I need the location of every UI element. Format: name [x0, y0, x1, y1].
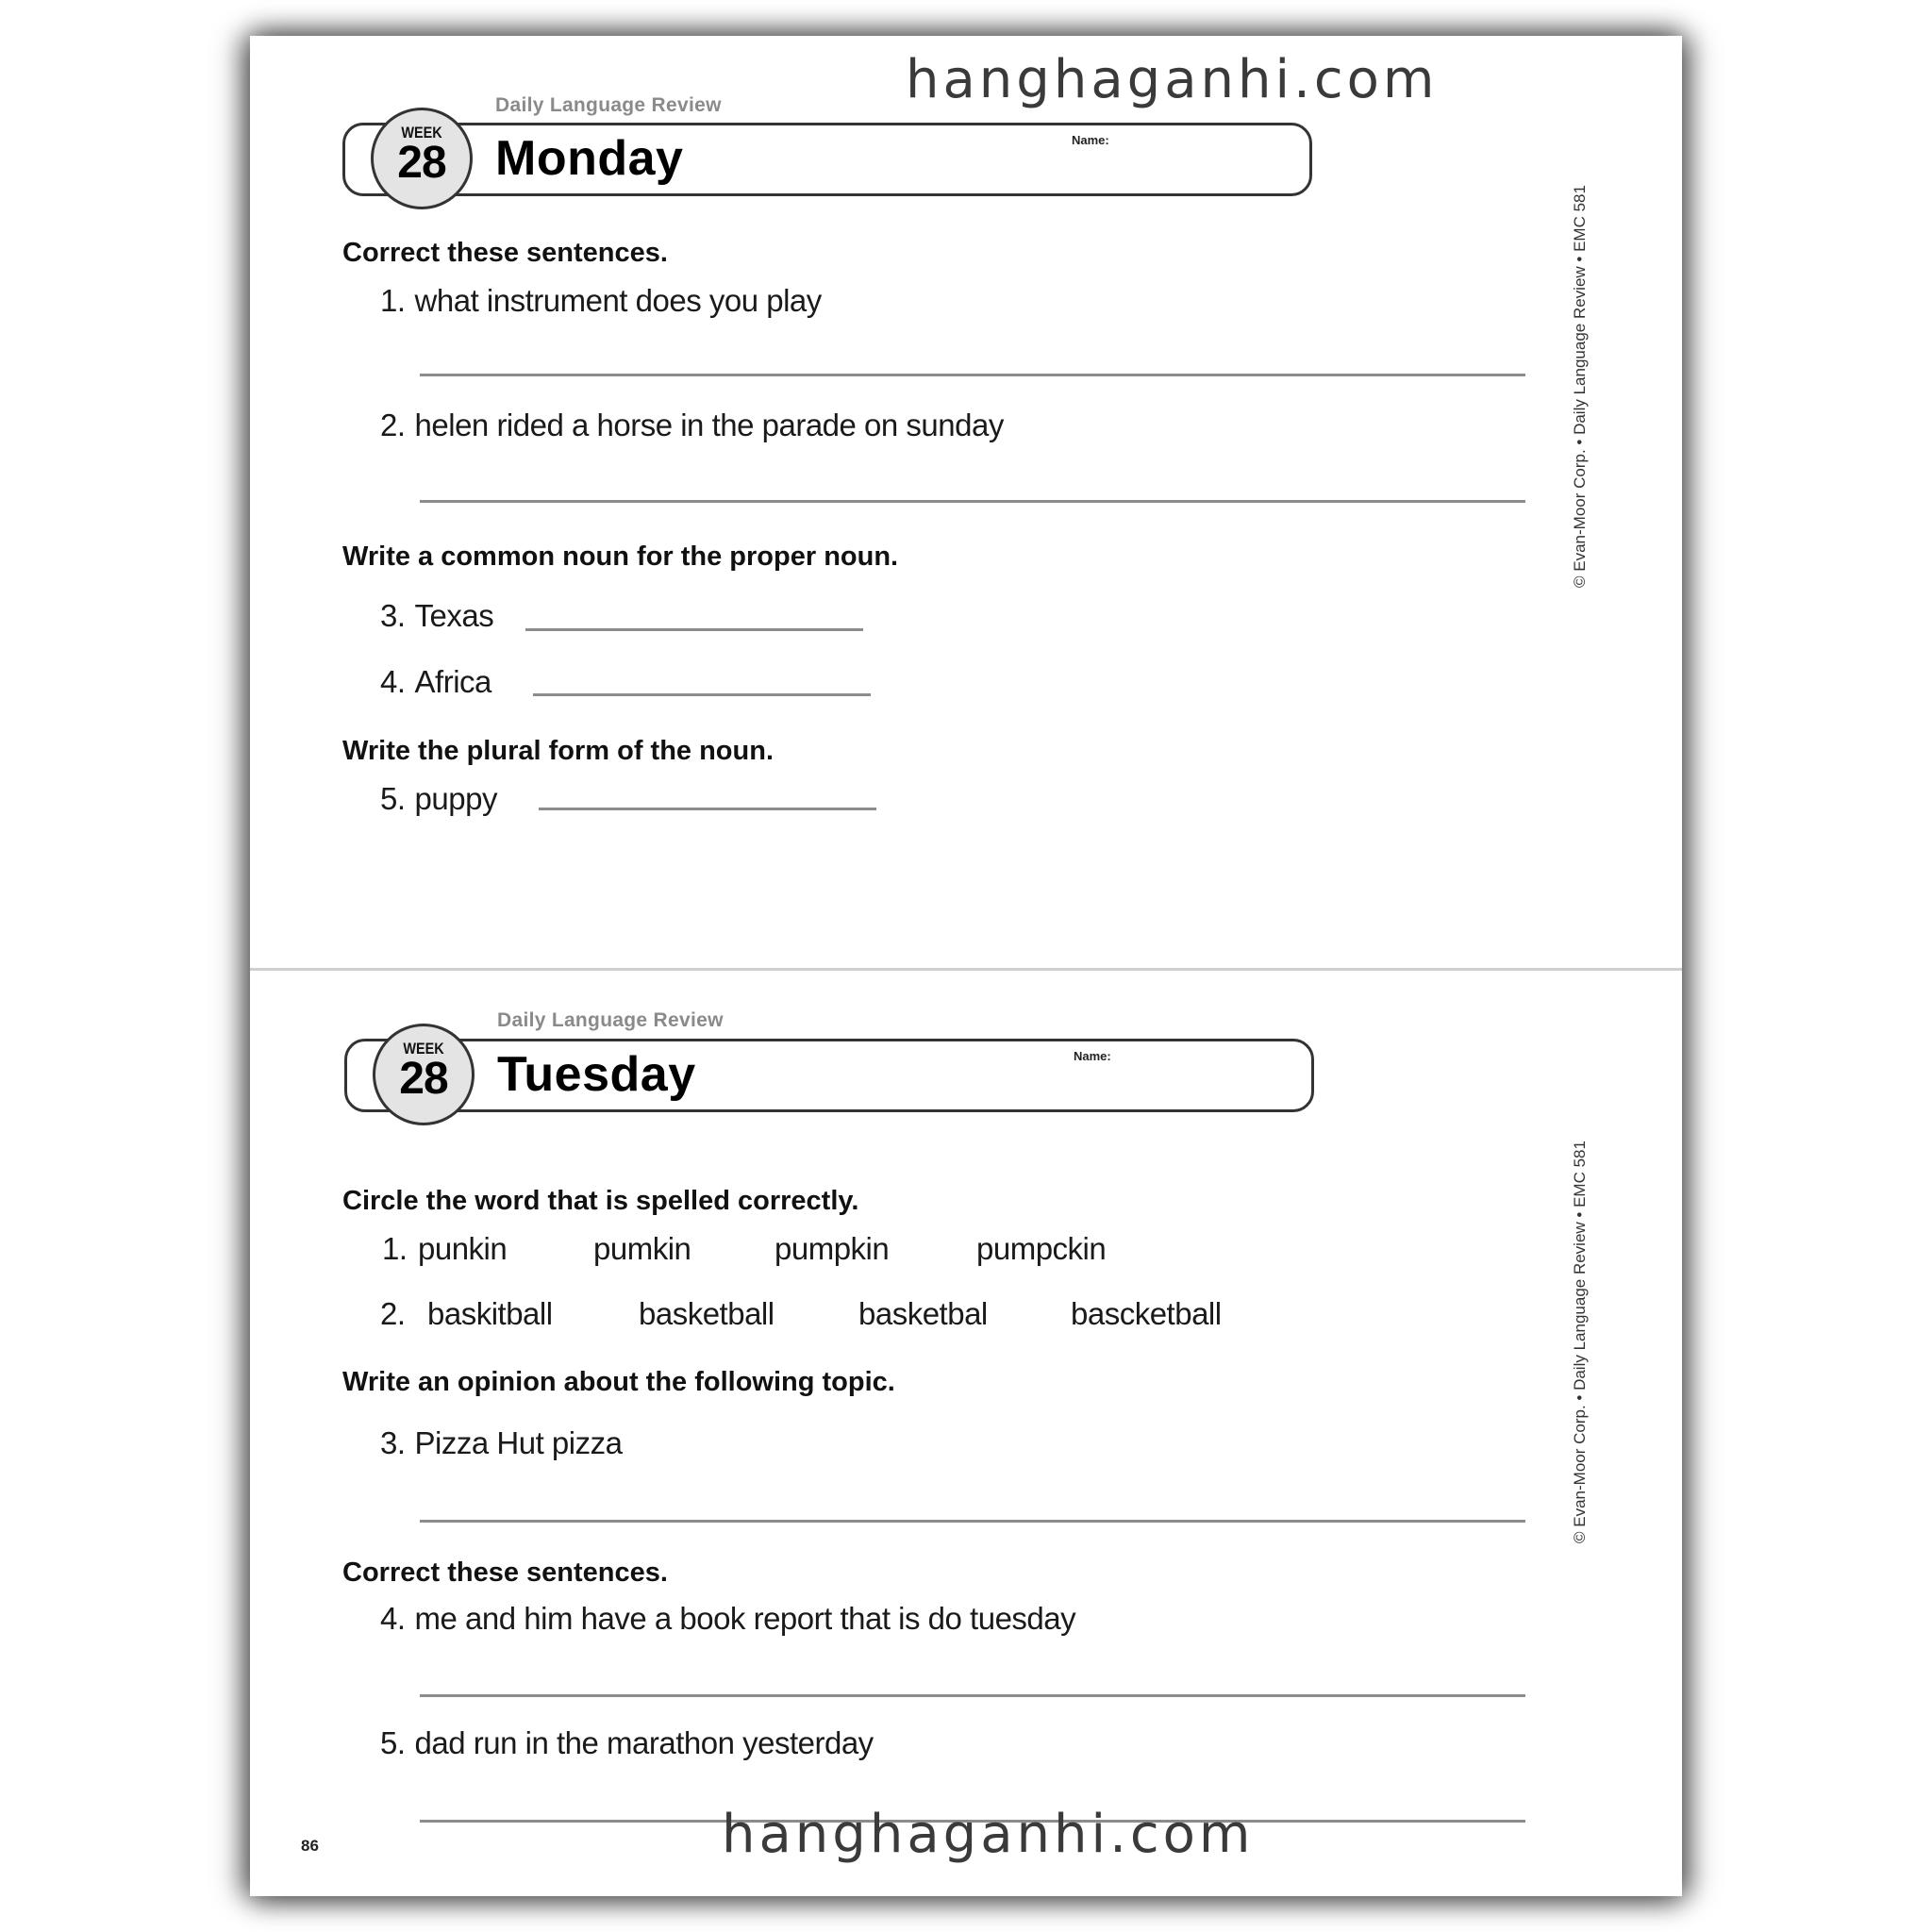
answer-line[interactable]: [420, 500, 1525, 503]
tuesday-worksheet: [250, 971, 1682, 1896]
name-label: Name:: [1074, 1049, 1111, 1063]
word-choice[interactable]: pumpckin: [976, 1231, 1107, 1266]
question-text: Texas: [414, 598, 494, 633]
spelling-row-number: 1.: [382, 1231, 408, 1266]
answer-line[interactable]: [420, 374, 1525, 376]
week-number: 28: [397, 138, 446, 188]
day-title: Monday: [495, 131, 684, 186]
question-text: dad run in the marathon yesterday: [414, 1725, 874, 1760]
question-text: puppy: [414, 781, 497, 816]
spelling-row-number: 2.: [380, 1296, 406, 1331]
day-title: Tuesday: [497, 1047, 696, 1102]
instruction-correct-sentences: Correct these sentences.: [342, 1557, 668, 1588]
word-choice[interactable]: bascketball: [1071, 1296, 1222, 1331]
question-text: me and him have a book report that is do tuesday: [414, 1601, 1076, 1636]
week-badge: [371, 108, 473, 209]
question-text: Pizza Hut pizza: [414, 1425, 623, 1460]
instruction-circle-word: Circle the word that is spelled correctly.: [342, 1186, 859, 1216]
question-text: helen rided a horse in the parade on sunday: [414, 408, 1004, 442]
word-choice[interactable]: pumkin: [593, 1231, 691, 1266]
instruction-plural-form: Write the plural form of the noun.: [342, 736, 774, 766]
question-item: 4. Africa: [380, 664, 491, 699]
question-item: 1. what instrument does you play: [380, 283, 822, 318]
series-label: Daily Language Review: [497, 1009, 724, 1031]
question-item: 3. Texas: [380, 598, 494, 633]
word-choice[interactable]: pumpkin: [774, 1231, 890, 1266]
answer-line[interactable]: [539, 808, 876, 810]
watermark-top: hanghaganhi.com: [906, 49, 1439, 110]
name-label: Name:: [1072, 133, 1109, 147]
question-item: 5. dad run in the marathon yesterday: [380, 1725, 874, 1760]
question-text: what instrument does you play: [414, 283, 822, 318]
instruction-correct-sentences: Correct these sentences.: [342, 238, 668, 268]
answer-line[interactable]: [533, 693, 871, 696]
watermark-bottom: hanghaganhi.com: [722, 1804, 1255, 1865]
instruction-common-noun: Write a common noun for the proper noun.: [342, 541, 899, 572]
word-choice[interactable]: basketbal: [858, 1296, 988, 1331]
copyright-text: © Evan-Moor Corp. • Daily Language Review • EMC 581: [1571, 1141, 1589, 1543]
day-banner: [342, 123, 1312, 196]
week-number: 28: [399, 1054, 448, 1104]
question-item: 4. me and him have a book report that is do tuesday: [380, 1601, 1076, 1636]
day-banner: [344, 1039, 1314, 1112]
question-item: 5. puppy: [380, 781, 497, 816]
question-text: Africa: [414, 664, 491, 699]
worksheet-page: [250, 36, 1682, 1896]
question-item: 3. Pizza Hut pizza: [380, 1425, 623, 1460]
monday-worksheet: [250, 36, 1682, 968]
page-number: 86: [301, 1837, 319, 1855]
week-word: WEEK: [403, 1040, 444, 1058]
word-choice[interactable]: punkin: [418, 1231, 508, 1266]
answer-line[interactable]: [525, 628, 863, 631]
question-item: 2. helen rided a horse in the parade on sunday: [380, 408, 1004, 442]
answer-line[interactable]: [420, 1694, 1525, 1697]
instruction-write-opinion: Write an opinion about the following topic.: [342, 1367, 895, 1397]
answer-line[interactable]: [420, 1520, 1525, 1523]
week-badge: [373, 1024, 475, 1125]
series-label: Daily Language Review: [495, 94, 722, 116]
word-choice[interactable]: basketball: [639, 1296, 774, 1331]
copyright-text: © Evan-Moor Corp. • Daily Language Review • EMC 581: [1571, 185, 1589, 588]
word-choice[interactable]: baskitball: [427, 1296, 553, 1331]
week-word: WEEK: [401, 124, 442, 142]
